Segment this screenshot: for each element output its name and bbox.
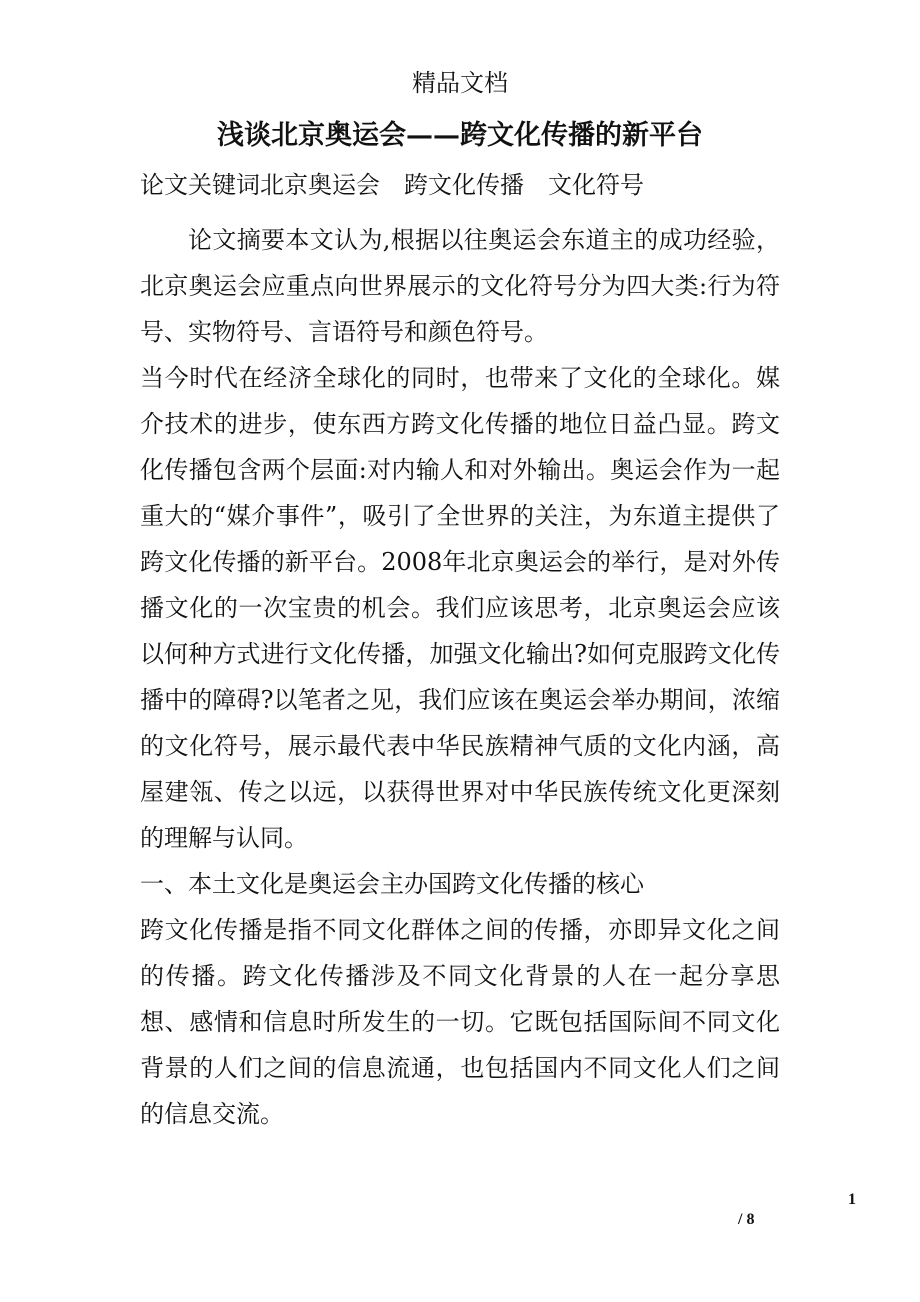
keywords-line: 论文关键词北京奥运会 跨文化传播 文化符号: [140, 171, 644, 199]
page-total: / 8: [738, 1211, 755, 1228]
header-label: 精品文档: [412, 69, 508, 97]
section-paragraph: 跨文化传播是指不同文化群体之间的传播，亦即异文化之间的传播。跨文化传播涉及不同文化背景的人在一起分享思想、感情和信息时所发生的一切。它既包括国际间不同文化背景的人们之间的信息流通，也包括国内不同文化人们之间的信息交流。: [140, 916, 780, 1128]
section-heading: 一、本土文化是奥运会主办国跨文化传播的核心: [140, 870, 644, 898]
abstract-paragraph: 论文摘要本文认为,根据以往奥运会东道主的成功经验，北京奥运会应重点向世界展示的文化符号分为四大类:行为符号、实物符号、言语符号和颜色符号。: [140, 226, 780, 346]
intro-paragraph: 当今时代在经济全球化的同时，也带来了文化的全球化。媒介技术的进步，使东西方跨文化传播的地位日益凸显。跨文化传播包含两个层面:对内输人和对外输出。奥运会作为一起重大的“媒介事件”，吸引了全世界的关注，为东道主提供了跨文化传播的新平台。2008年北京奥运会的举行，是对外传播文化的一次宝贵的机会。我们应该思考，北京奥运会应该以何种方式进行文化传播，加强文化输出?如何克服跨文化传播中的障碍?以笔者之见，我们应该在奥运会举办期间，浓缩的文化符号，展示最代表中华民族精神气质的文化内涵，高屋建瓴、传之以远，以获得世界对中华民族传统文化更深刻的理解与认同。: [140, 364, 780, 852]
document-body: [140, 217, 780, 1137]
document-title: 浅谈北京奥运会——跨文化传播的新平台: [217, 120, 703, 151]
page-number: 1: [848, 1191, 856, 1208]
